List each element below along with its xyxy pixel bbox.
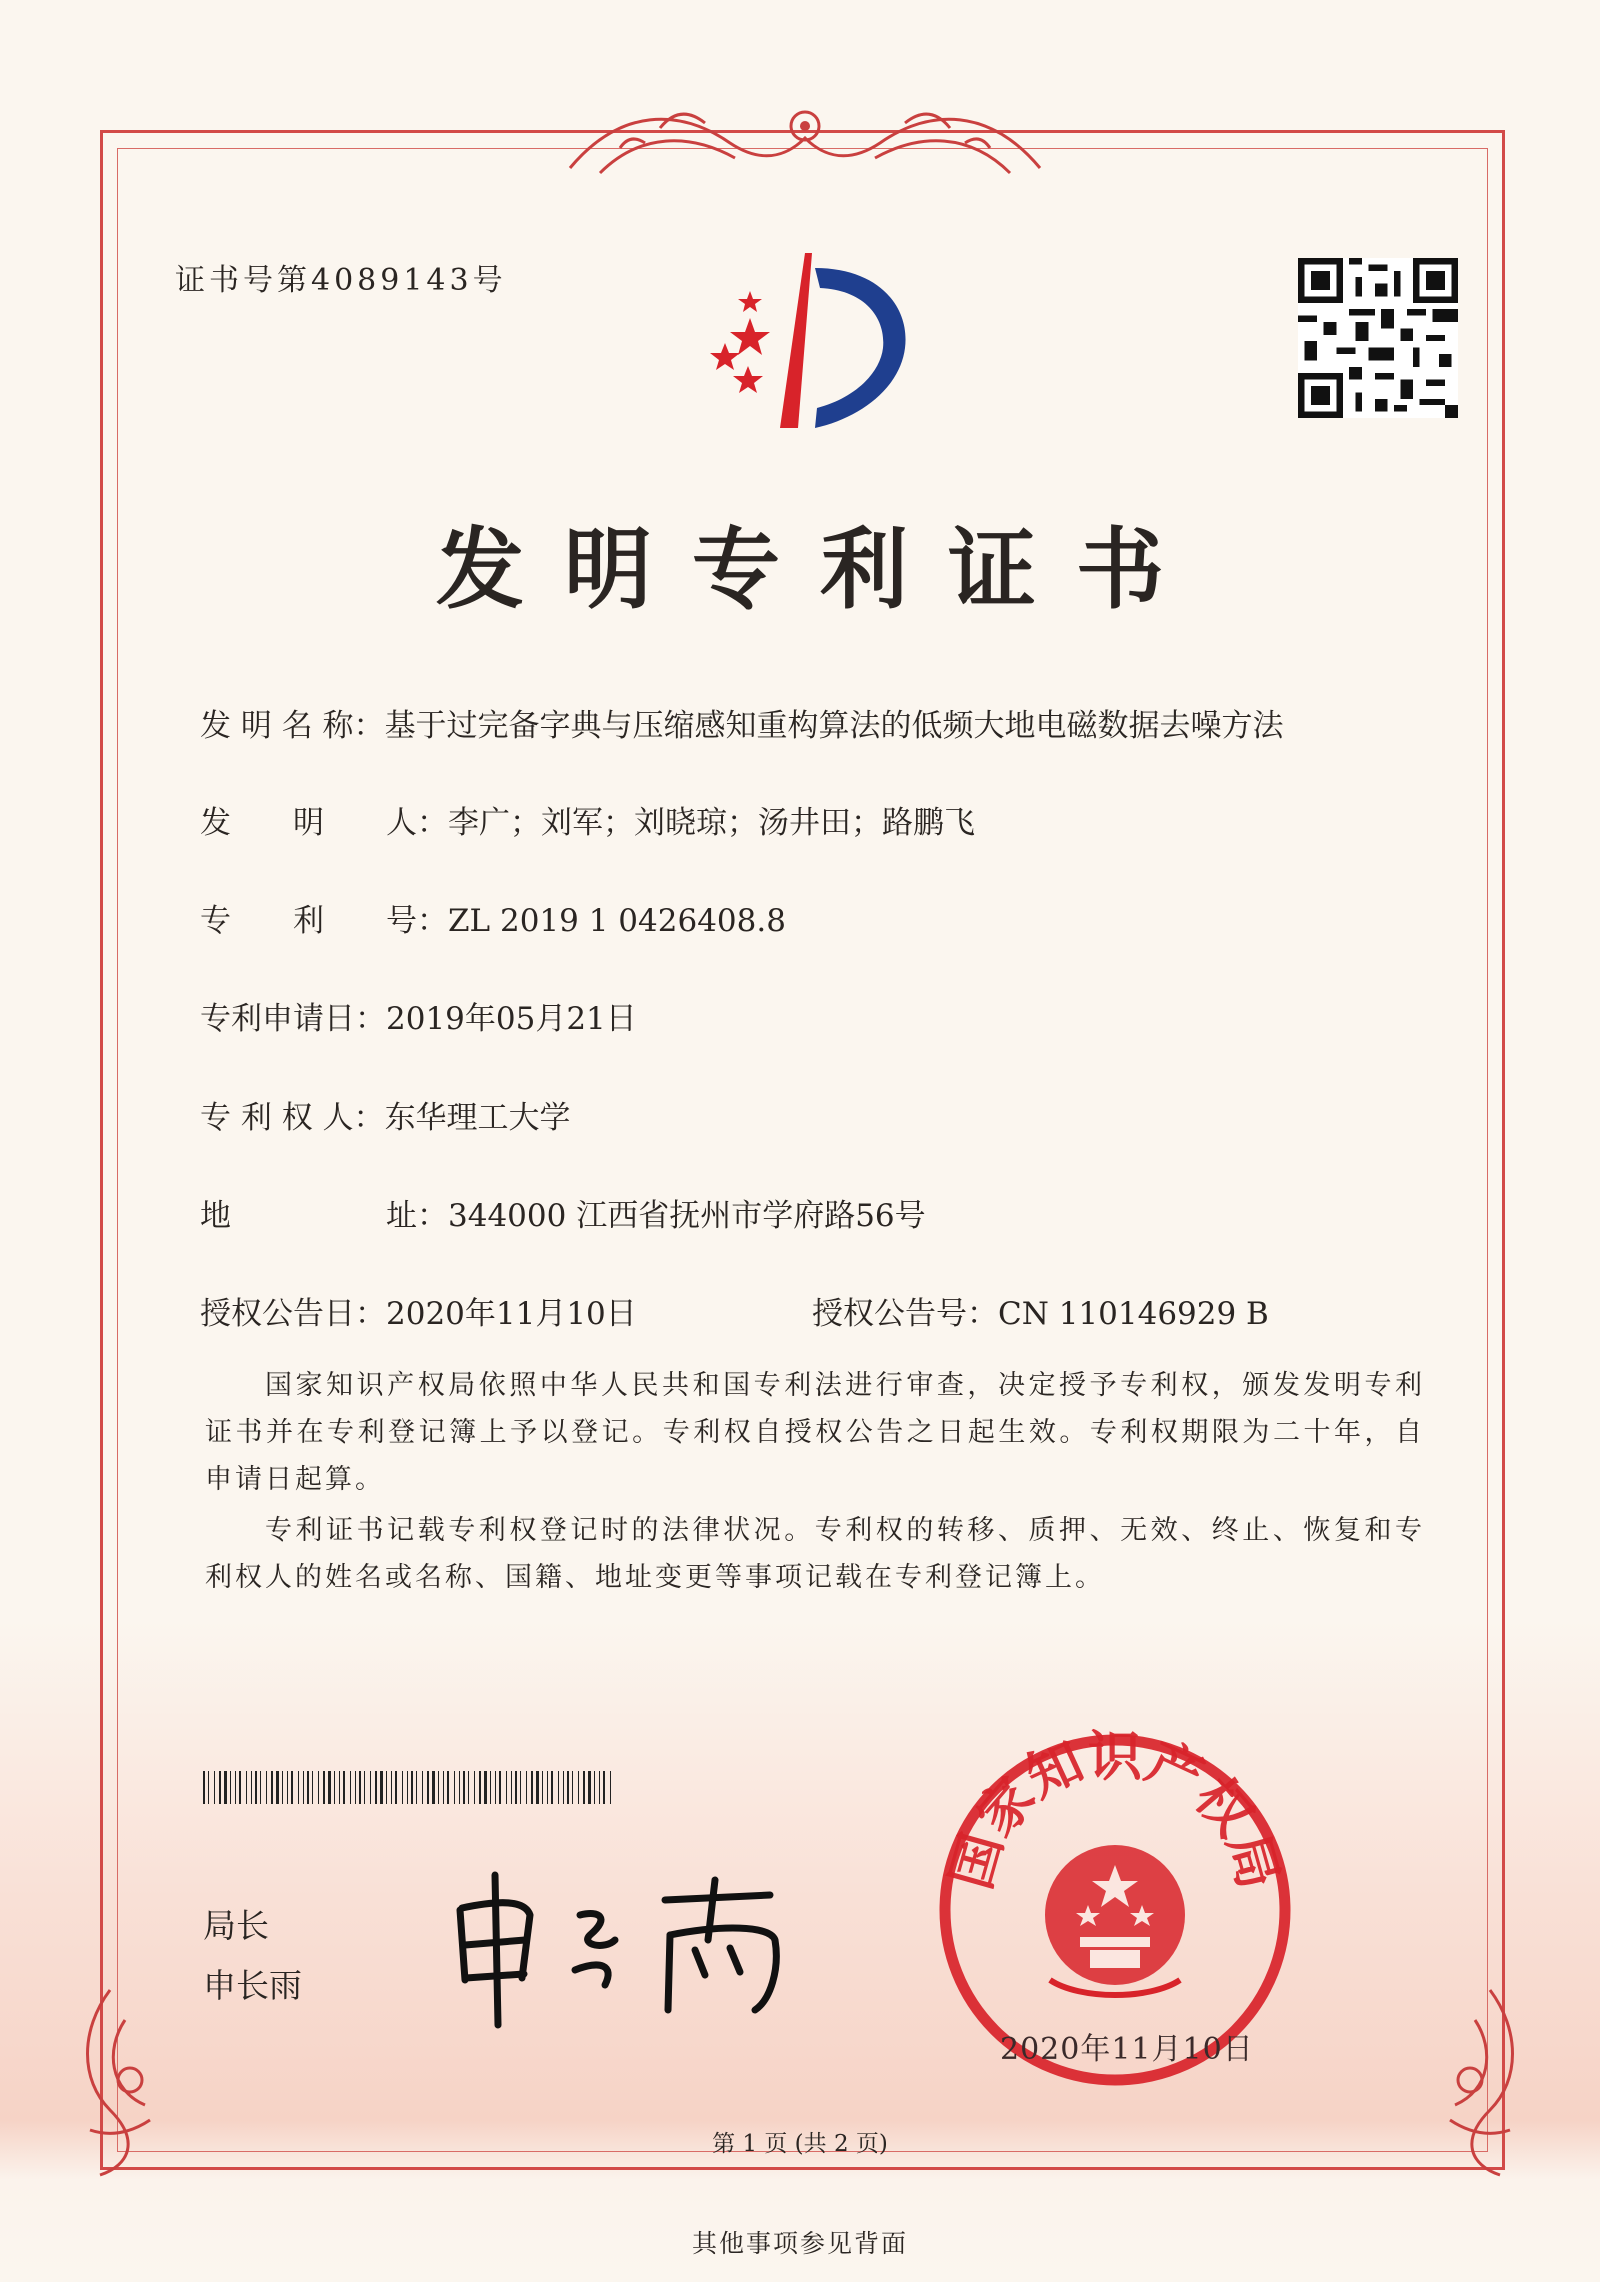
- address-label: 地 址：: [200, 1198, 448, 1234]
- address-value: 344000 江西省抚州市学府路56号: [448, 1198, 926, 1234]
- invention-name-row: [200, 700, 1284, 745]
- inventors-row: [200, 797, 975, 842]
- application-date-row: [200, 993, 637, 1038]
- director-title: 局长: [203, 1906, 269, 1945]
- application-date-label: 专利申请日：: [200, 1001, 386, 1037]
- grant-date-label: 授权公告日：: [200, 1296, 386, 1332]
- inventors-value: 李广；刘军；刘晓琼；汤井田；路鹏飞: [448, 805, 975, 841]
- patentee-row: [200, 1092, 571, 1137]
- seal-date: 2020年11月10日: [1000, 2032, 1254, 2067]
- grant-date-value: 2020年11月10日: [386, 1296, 637, 1332]
- application-date-value: 2019年05月21日: [386, 1001, 637, 1037]
- legal-statement: [205, 1362, 1425, 1601]
- grant-number-row: [812, 1288, 1269, 1333]
- legal-paragraph: 国家知识产权局依照中华人民共和国专利法进行审查，决定授予专利权，颁发发明专利证书并在专利登记簿上予以登记。专利权自授权公告之日起生效。专利权期限为二十年，自申请日起算。: [205, 1370, 1425, 1495]
- patentee-value: 东华理工大学: [384, 1100, 571, 1136]
- page-number: 第 1 页 (共 2 页): [712, 2131, 888, 2157]
- certificate-title: 发明专利证书: [435, 517, 1204, 621]
- cnipa-emblem-icon: [680, 248, 930, 433]
- qr-code-icon: [1298, 258, 1458, 418]
- patent-number-label: 专 利 号：: [200, 903, 448, 939]
- grant-number-label: 授权公告号：: [812, 1296, 998, 1332]
- patent-number-value: ZL 2019 1 0426408.8: [448, 903, 786, 939]
- grant-date-row: [200, 1288, 637, 1333]
- grant-number-value: CN 110146929 B: [998, 1296, 1269, 1332]
- certificate-number: 证书号第4089143号: [175, 263, 507, 298]
- seal-text: 国家知识产权局: [939, 1725, 1291, 1896]
- top-ornament: [560, 98, 1050, 183]
- footer-note: 其他事项参见背面: [691, 2229, 908, 2258]
- address-row: [200, 1190, 926, 1235]
- director-signature: [440, 1860, 820, 2030]
- director-name: 申长雨: [203, 1966, 302, 2005]
- patent-number-row: [200, 895, 786, 940]
- barcode-icon: [203, 1771, 615, 1804]
- invention-name-label: 发 明 名 称：: [200, 708, 385, 744]
- invention-name-value: 基于过完备字典与压缩感知重构算法的低频大地电磁数据去噪方法: [384, 708, 1284, 744]
- inventors-label: 发 明 人：: [200, 805, 448, 841]
- patentee-label: 专 利 权 人：: [200, 1100, 385, 1136]
- legal-paragraph: 专利证书记载专利权登记时的法律状况。专利权的转移、质押、无效、终止、恢复和专利权人的姓名或名称、国籍、地址变更等事项记载在专利登记簿上。: [205, 1515, 1425, 1593]
